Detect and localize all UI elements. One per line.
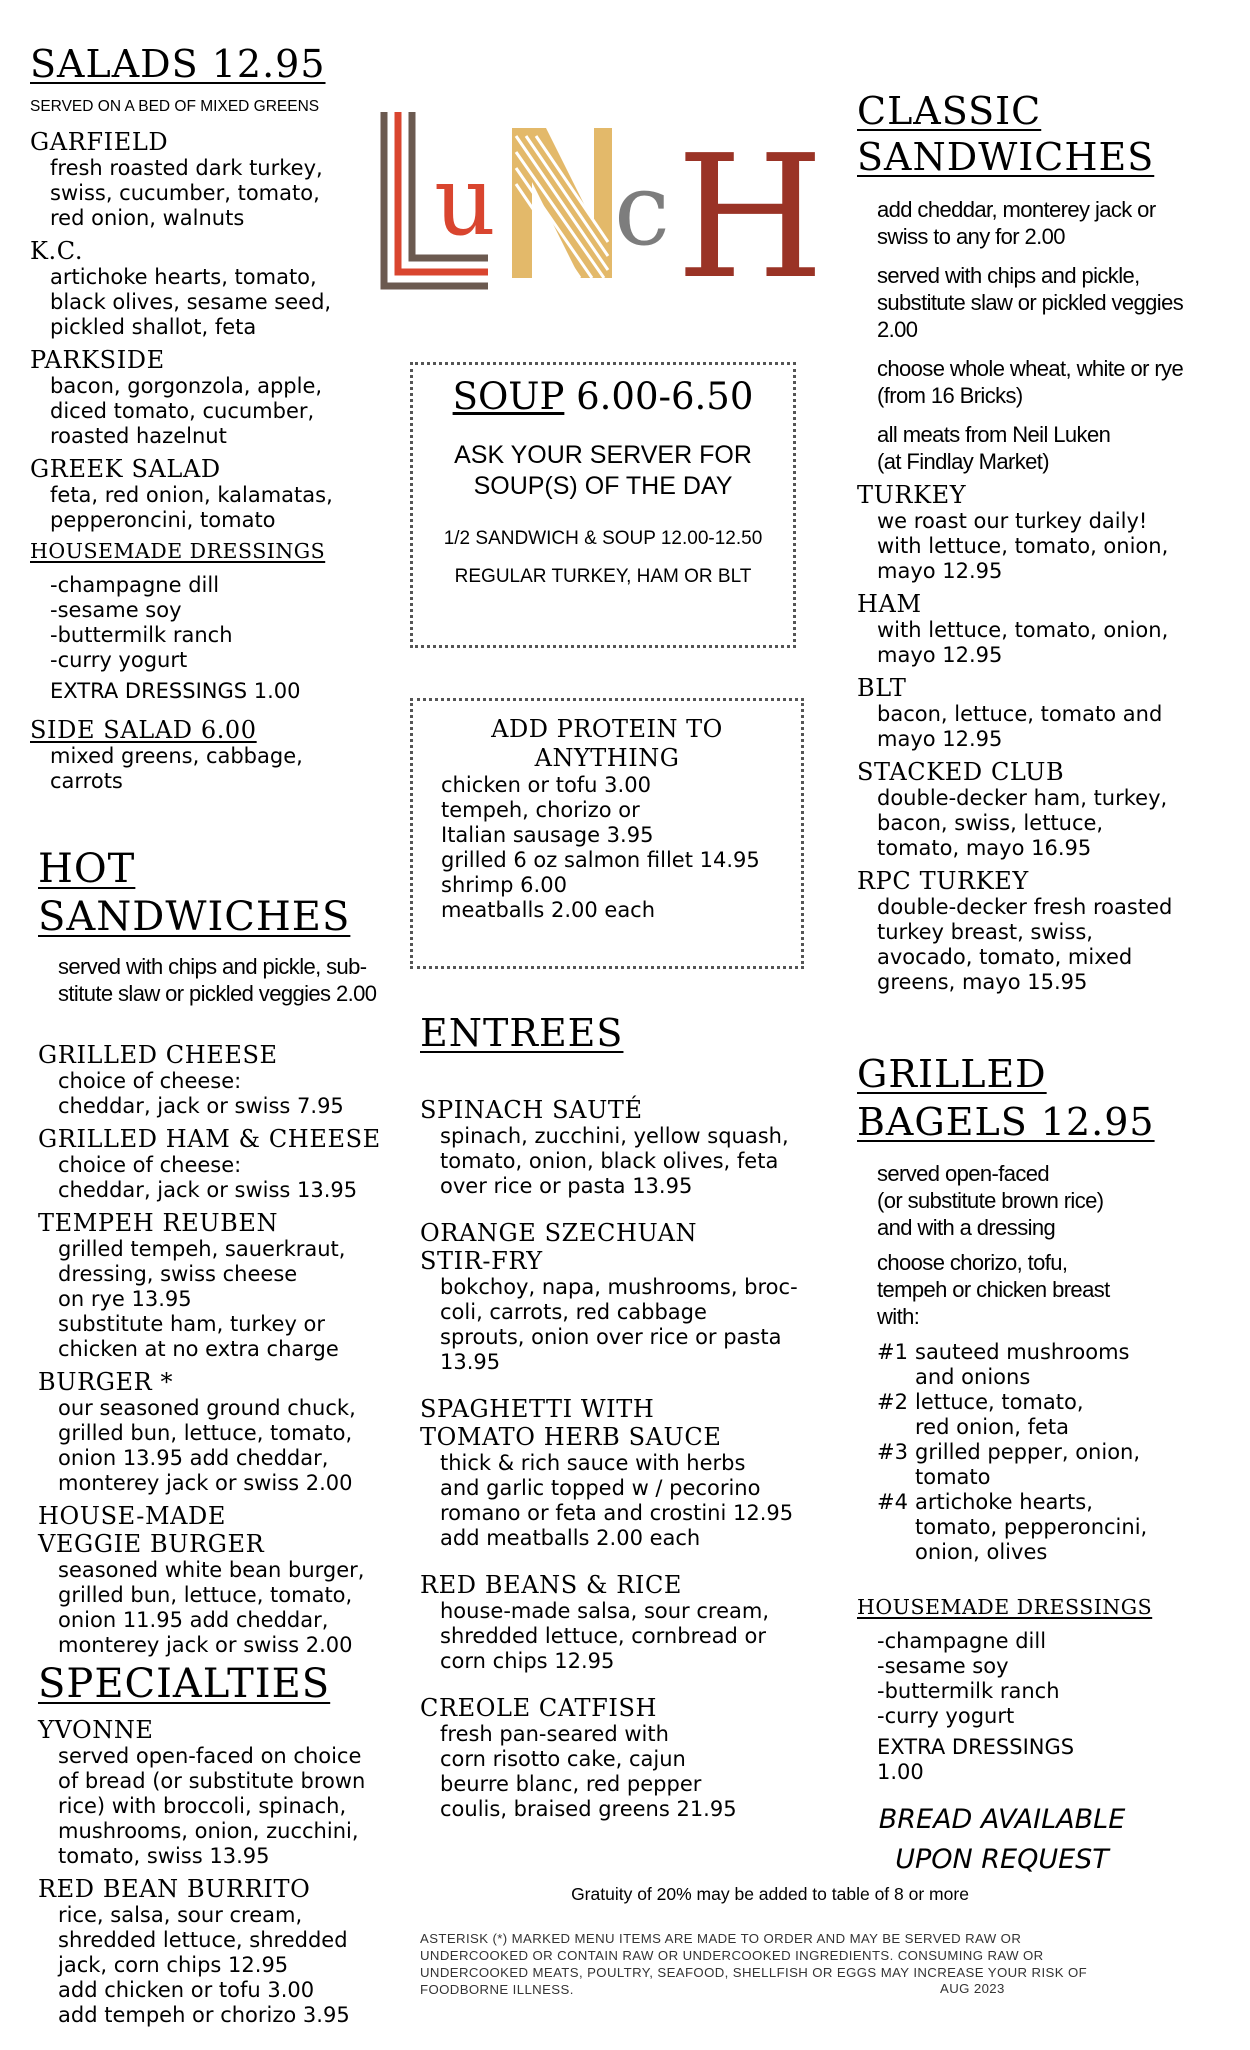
classic-note: all meats from Neil Luken (at Findlay Market) <box>877 422 1111 474</box>
lunch-logo <box>376 106 836 296</box>
item-desc: feta, red onion, kalamatas, pepperoncini, tomato <box>50 483 333 532</box>
item-name: PARKSIDE <box>30 346 165 374</box>
list-item <box>38 1041 408 1119</box>
item-name: CREOLE CATFISH <box>420 1694 658 1722</box>
item-desc: thick & rich sauce with herbs and garlic topped w / pecorino romano or feta and crostini 12.95 add meatballs 2.00 each <box>440 1451 794 1550</box>
item-desc: served open-faced on choice of bread (or substitute brown rice) with broccoli, spinach, mushrooms, onion, zucchini, tomato, swiss 13.95 <box>58 1744 366 1868</box>
list-item <box>420 1219 820 1375</box>
list-item <box>30 237 390 340</box>
logo-letter-u: u <box>434 145 496 257</box>
list-item <box>420 1694 820 1822</box>
hot-title-line1: HOT <box>38 846 136 892</box>
item-name: BURGER * <box>38 1368 174 1396</box>
item-name: K.C. <box>30 237 84 265</box>
soup-combo-options: REGULAR TURKEY, HAM OR BLT <box>454 566 752 587</box>
side-salad-desc: mixed greens, cabbage, carrots <box>50 744 303 793</box>
item-name: GRILLED CHEESE <box>38 1041 278 1069</box>
list-item <box>38 1716 408 1869</box>
option-text: sauteed mushrooms and onions <box>915 1340 1130 1389</box>
disclaimer-text: ASTERISK (*) MARKED MENU ITEMS ARE MADE TO ORDER AND MAY BE SERVED RAW OR UNDERCOOKED OR CONTAIN RAW OR UNDERCOOKED INGREDIENTS. CONSUMING RAW OR UNDERCOOKED MEATS, POULTRY, SEAFOOD, SHELLFISH OR EGGS MAY INCREASE YOUR RISK OF FOODBORNE ILLNESS. <box>420 1931 1088 1997</box>
classic-notes <box>877 196 1227 475</box>
soup-title: SOUP <box>452 375 565 418</box>
item-name: STACKED CLUB <box>857 758 1065 786</box>
grilled-bagels-section <box>857 1050 1227 1785</box>
option-number: #3 <box>877 1440 908 1464</box>
soup-price: 6.00-6.50 <box>564 375 754 418</box>
item-name: RPC TURKEY <box>857 867 1029 895</box>
item-desc: spinach, zucchini, yellow squash, tomato, onion, black olives, feta over rice or pasta 13.95 <box>440 1124 789 1198</box>
list-item <box>38 1209 408 1362</box>
specialties-title: SPECIALTIES <box>38 1661 331 1707</box>
list-item <box>857 674 1227 752</box>
bagels-note: choose chorizo, tofu, tempeh or chicken breast with: <box>877 1250 1110 1329</box>
soup-heading <box>413 375 793 418</box>
item-desc: double-decker fresh roasted turkey breast, swiss, avocado, tomato, mixed greens, mayo 15.95 <box>877 895 1173 994</box>
list-item <box>857 481 1227 584</box>
item-name: TEMPEH REUBEN <box>38 1209 279 1237</box>
protein-list: chicken or tofu 3.00 tempeh, chorizo or Italian sausage 3.95 grilled 6 oz salmon fillet 14.95 shrimp 6.00 meatballs 2.00 each <box>441 773 760 922</box>
item-desc: bacon, gorgonzola, apple, diced tomato, cucumber, roasted hazelnut <box>50 374 323 448</box>
extra-dressings: EXTRA DRESSINGS 1.00 <box>50 679 301 703</box>
item-name: SPINACH SAUTÉ <box>420 1096 643 1124</box>
logo-letter-H: H <box>676 119 825 296</box>
entrees-section <box>420 1010 820 1828</box>
list-item <box>30 346 390 449</box>
logo-letter-N <box>512 128 612 278</box>
hot-note: served with chips and pickle, sub- stitute slaw or pickled veggies 2.00 <box>58 954 377 1006</box>
item-name: ORANGE SZECHUAN STIR-FRY <box>420 1219 698 1275</box>
bagel-options <box>877 1340 1227 1565</box>
item-name: HAM <box>857 590 922 618</box>
item-name: BLT <box>857 674 907 702</box>
item-desc: bokchoy, napa, mushrooms, broc- coli, carrots, red cabbage sprouts, onion over rice or pasta 13.95 <box>440 1275 798 1374</box>
bagels-title-line2: BAGELS 12.95 <box>857 1100 1155 1144</box>
list-item <box>38 1125 408 1203</box>
bagels-note: served open-faced (or substitute brown rice) and with a dressing <box>877 1161 1104 1240</box>
item-desc: choice of cheese: cheddar, jack or swiss 13.95 <box>58 1153 358 1202</box>
item-desc: artichoke hearts, tomato, black olives, sesame seed, pickled shallot, feta <box>50 265 332 339</box>
list-item <box>420 1096 820 1199</box>
list-item <box>420 1571 820 1674</box>
item-name: GREEK SALAD <box>30 455 221 483</box>
logo-letter-c: c <box>614 151 671 268</box>
item-name: TURKEY <box>857 481 967 509</box>
list-item <box>857 590 1227 668</box>
option-text: lettuce, tomato, red onion, feta <box>915 1390 1084 1439</box>
hot-title-line2: SANDWICHES <box>38 894 351 940</box>
dressings-list: -champagne dill -sesame soy -buttermilk ranch -curry yogurt <box>50 573 233 672</box>
bread-note: BREAD AVAILABLE UPON REQUEST <box>878 1804 1126 1875</box>
extra-dressings: EXTRA DRESSINGS 1.00 <box>877 1735 1075 1784</box>
bagel-option <box>877 1340 1227 1390</box>
list-item <box>30 128 390 231</box>
dressings-list: -champagne dill -sesame soy -buttermilk ranch -curry yogurt <box>877 1629 1060 1728</box>
item-name: YVONNE <box>38 1716 154 1744</box>
bagel-option <box>877 1440 1227 1490</box>
classic-title-line2: SANDWICHES <box>857 135 1155 179</box>
specialties-section <box>38 1660 408 2034</box>
item-desc: our seasoned ground chuck, grilled bun, lettuce, tomato, onion 13.95 add cheddar, monterey jack or swiss 2.00 <box>58 1396 356 1495</box>
item-name: GRILLED HAM & CHEESE <box>38 1125 381 1153</box>
item-desc: choice of cheese: cheddar, jack or swiss 7.95 <box>58 1069 344 1118</box>
item-desc: fresh pan-seared with corn risotto cake, cajun beurre blanc, red pepper coulis, braised greens 21.95 <box>440 1722 737 1821</box>
protein-box <box>410 698 804 969</box>
item-name: RED BEANS & RICE <box>420 1571 683 1599</box>
bagel-option <box>877 1390 1227 1440</box>
item-name: HOUSE-MADE VEGGIE BURGER <box>38 1502 265 1558</box>
bagels-title-line1: GRILLED <box>857 1052 1047 1096</box>
item-desc: we roast our turkey daily! with lettuce, tomato, onion, mayo 12.95 <box>877 509 1169 583</box>
item-desc: fresh roasted dark turkey, swiss, cucumber, tomato, red onion, walnuts <box>50 156 323 230</box>
soup-box <box>410 362 796 648</box>
soup-ask: ASK YOUR SERVER FOR SOUP(S) OF THE DAY <box>454 441 752 500</box>
option-text: artichoke hearts, tomato, pepperoncini, onion, olives <box>915 1490 1148 1564</box>
option-number: #1 <box>877 1340 908 1364</box>
item-desc: grilled tempeh, sauerkraut, dressing, swiss cheese on rye 13.95 substitute ham, turkey or chicken at no extra charge <box>58 1237 346 1361</box>
list-item <box>38 1368 408 1496</box>
item-name: SPAGHETTI WITH TOMATO HERB SAUCE <box>420 1395 722 1451</box>
item-desc: rice, salsa, sour cream, shredded lettuce, shredded jack, corn chips 12.95 add chicken or tofu 3.00 add tempeh or chorizo 3.95 <box>58 1903 350 2027</box>
classic-note: add cheddar, monterey jack or swiss to any for 2.00 <box>877 197 1156 249</box>
salads-list <box>30 128 390 533</box>
classic-note: choose whole wheat, white or rye (from 16 Bricks) <box>877 356 1184 408</box>
option-number: #4 <box>877 1490 908 1514</box>
item-name: RED BEAN BURRITO <box>38 1875 311 1903</box>
list-item <box>38 1502 408 1658</box>
option-number: #2 <box>877 1390 908 1414</box>
classic-note: served with chips and pickle, substitute slaw or pickled veggies 2.00 <box>877 263 1184 342</box>
option-text: grilled pepper, onion, tomato <box>915 1440 1141 1489</box>
hot-sandwiches-section <box>38 845 408 1664</box>
item-desc: double-decker ham, turkey, bacon, swiss, lettuce, tomato, mayo 16.95 <box>877 786 1168 860</box>
dressings-title: HOUSEMADE DRESSINGS <box>857 1595 1153 1619</box>
salads-section <box>30 40 390 794</box>
list-item <box>38 1875 408 2028</box>
list-item <box>857 758 1227 861</box>
salads-subtitle: SERVED ON A BED OF MIXED GREENS <box>30 98 320 115</box>
list-item <box>420 1395 820 1551</box>
date-label: AUG 2023 <box>940 1981 1005 1996</box>
salads-title: SALADS 12.95 <box>30 42 326 86</box>
protein-title: ADD PROTEIN TO ANYTHING <box>491 715 723 772</box>
bagel-option <box>877 1490 1227 1565</box>
dressings-title: HOUSEMADE DRESSINGS <box>30 539 326 563</box>
item-name: GARFIELD <box>30 128 169 156</box>
gratuity-note: Gratuity of 20% may be added to table of 8 or more <box>571 1884 969 1904</box>
item-desc: seasoned white bean burger, grilled bun, lettuce, tomato, onion 11.95 add cheddar, monterey jack or swiss 2.00 <box>58 1558 365 1657</box>
classic-title-line1: CLASSIC <box>857 89 1042 133</box>
list-item <box>30 455 390 533</box>
entrees-title: ENTREES <box>420 1011 624 1055</box>
item-desc: bacon, lettuce, tomato and mayo 12.95 <box>877 702 1163 751</box>
list-item <box>857 867 1227 995</box>
side-salad-title: SIDE SALAD 6.00 <box>30 716 257 744</box>
soup-combo: 1/2 SANDWICH & SOUP 12.00-12.50 <box>443 528 763 549</box>
item-desc: with lettuce, tomato, onion, mayo 12.95 <box>877 618 1169 667</box>
classic-sandwiches-section <box>857 88 1227 1001</box>
item-desc: house-made salsa, sour cream, shredded lettuce, cornbread or corn chips 12.95 <box>440 1599 770 1673</box>
